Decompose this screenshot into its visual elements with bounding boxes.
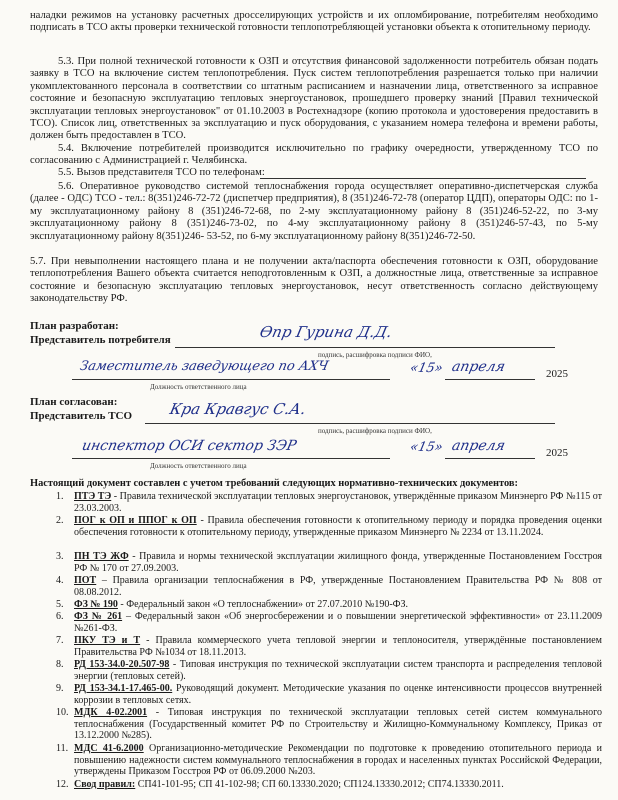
- doc-code: МДК 4-02.2001: [74, 707, 148, 718]
- doc-text: – Федеральный закон «Об энергосбережении и о повышении энергетической эффективности» от 23.11.2009 №261-ФЗ.: [74, 611, 603, 634]
- doc-text: - Типовая инструкция по технической эксплуатации тепловых сетей систем коммунального теплоснабжения (Государственный комитет РФ по Строительству и Жилищно-Коммунальному Комплексу, Приказ от 13.12.2000 №285).: [74, 707, 602, 742]
- consumer-signature: Ѳпр Гурина Д.Д.: [258, 323, 394, 341]
- tso-position-line: [72, 458, 390, 459]
- tso-signature-line: [145, 423, 555, 424]
- doc-code: ПКУ ТЭ и Т: [74, 635, 141, 646]
- plan-developed-title: План разработан:: [30, 320, 119, 332]
- consumer-rep-label: Представитель потребителя: [30, 334, 171, 346]
- doc-text: - Федеральный закон «О теплоснабжении» от 27.07.2010 №190-ФЗ.: [117, 599, 409, 610]
- consumer-month: апреля: [450, 359, 507, 375]
- doc-number: 9.: [56, 683, 64, 694]
- doc-number: 12.: [56, 779, 69, 790]
- signature-caption-2: подпись, расшифровка подписи ФИО,: [318, 427, 432, 435]
- doc-text: - Правила и нормы технической эксплуатации жилищного фонда, утвержденные Постановлением Госстроя РФ № 170 от 27.09.2003.: [74, 551, 602, 574]
- plan-agreed-title: План согласован:: [30, 396, 118, 408]
- consumer-day: «15»: [408, 361, 445, 376]
- doc-item: [56, 515, 603, 538]
- doc-number: 3.: [56, 551, 64, 562]
- doc-item: [56, 743, 602, 778]
- paragraph-5-5: 5.5. Вызов представителя ТСО по телефонам:: [58, 167, 265, 178]
- tso-signature: Кра Кравгус С.А.: [168, 400, 308, 418]
- consumer-month-line: [445, 379, 535, 380]
- position-caption-2: Должность ответственного лица: [150, 462, 247, 470]
- doc-item: [56, 707, 602, 742]
- doc-item: [56, 635, 602, 658]
- doc-number: 1.: [56, 491, 64, 502]
- doc-number: 7.: [56, 635, 64, 646]
- doc-number: 6.: [56, 611, 64, 622]
- consumer-signature-line: [175, 347, 555, 348]
- doc-number: 8.: [56, 659, 64, 670]
- doc-item: [56, 599, 602, 611]
- doc-text: СП41-101-95; СП 41-102-98; СП 60.13330.2020; СП124.13330.2012; СП74.13330.2011.: [135, 779, 504, 790]
- tso-month-line: [445, 458, 535, 459]
- doc-number: 10.: [56, 707, 69, 718]
- doc-number: 5.: [56, 599, 64, 610]
- position-caption: Должность ответственного лица: [150, 383, 247, 391]
- docs-heading: Настоящий документ составлен с учетом требований следующих нормативно-технических документов:: [30, 478, 518, 489]
- paragraph-5-6: 5.6. Оперативное руководство системой теплоснабжения города осуществляет оперативно-диспетчерская служба (далее - ОДС) ТСО - тел.: 8(351)246-72-72 (диспетчер предприятия), 8 (351)246-72-78 (оператор ЦДП), операторы ОДС: по 1-му эксплуатационному району 8 (351)246-72-68, по 2-му эксплуатационному району 8 (351)246-52-22, по 3-му эксплуатационному району 8 (351)246-73-02, по 4-му эксплуатационному району 8 (351)246-57-43, по 5-му эксплуатационному району 8(351)246- 53-52, по 6-му эксплуатационному району 8(351)246-72-50.: [30, 181, 598, 242]
- consumer-year: 2025: [546, 368, 568, 380]
- doc-number: 2.: [56, 515, 64, 526]
- doc-code: ФЗ № 261: [74, 611, 123, 622]
- doc-number: 11.: [56, 743, 69, 754]
- doc-code: ФЗ № 190: [74, 599, 118, 610]
- paragraph-5-3: 5.3. При полной технической готовности к ОЗП и отсутствия финансовой задолженности потребитель обязан подать заявку в ТСО на включение систем теплопотребления. Пуск систем теплопотребления разрешается только при наличии укомплектованного персонала в соответствии со штатным расписанием и назначении лица, ответственного за исправное состояние и безопасную эксплуатацию тепловых энергоустановок, прошедшего проверку знаний [Правил технической эксплуатации тепловых энергоустановок" от 01.10.2003 в Ростехнадзоре (копию протокола и удостоверения предоставить в ТСО). Список лиц, ответственных за эксплуатацию и пуск оборудования, с указанием номера телефона и времени работы, должен быть предоставлен в ТСО.: [30, 56, 598, 142]
- paragraph-top: наладки режимов на установку расчетных дросселирующих устройств и их опломбирование, потребителям необходимо подписать в ТСО акты проверки технической готовности теплопотребляющей установки объекта к отопительному периоду.: [30, 10, 598, 34]
- paragraph-5-7: 5.7. При невыполнении настоящего плана и не получении акта/паспорта обеспечения готовности к ОЗП, оборудование теплопотребления Вашего объекта считается неподготовленным к ОЗП, а должностные лица, ответственные за исправное состояние и безопасную эксплуатацию тепловых энергоустановок, несут ответственность согласно действующему законодательству РФ.: [30, 256, 598, 305]
- phone-line: [260, 178, 586, 179]
- doc-code: ПН ТЭ ЖФ: [74, 551, 129, 562]
- doc-text: - Правила коммерческого учета тепловой энергии и теплоносителя, утверждённые постановлением Правительства РФ №1034 от 18.11.2013.: [74, 635, 602, 658]
- doc-code: ПТЭ ТЭ: [74, 491, 112, 502]
- doc-code: МДС 41-6.2000: [74, 743, 144, 754]
- doc-number: 4.: [56, 575, 64, 586]
- tso-day: «15»: [408, 440, 445, 455]
- tso-month: апреля: [450, 438, 507, 454]
- tso-year: 2025: [546, 447, 568, 459]
- doc-text: – Правила организации теплоснабжения в РФ, утвержденные Постановлением Правительства РФ № 808 от 08.08.2012.: [74, 575, 602, 598]
- tso-rep-label: Представитель ТСО: [30, 410, 133, 422]
- doc-item: [56, 551, 602, 574]
- doc-item: [56, 611, 603, 634]
- signature-caption: подпись, расшифровка подписи ФИО,: [318, 351, 432, 359]
- doc-item: [56, 659, 602, 682]
- doc-item: [56, 491, 602, 514]
- paragraph-5-4: 5.4. Включение потребителей производится исключительно по графику очередности, утвержденному ТСО по согласованию с Администрацией г. Челябинска.: [30, 143, 598, 167]
- doc-text: - Правила обеспечения готовности к отопительному периоду и порядка проведения оценки обеспечения готовности к отопительному периоду, утвержденные приказом Минэнерго № 2234 от 13.11.2024.: [74, 515, 603, 538]
- tso-position: инспектор ОСИ сектор ЗЭР: [80, 438, 298, 454]
- doc-code: Свод правил:: [74, 779, 136, 790]
- doc-item: [56, 683, 602, 706]
- doc-text: Организационно-методические Рекомендации по подготовке к проведению отопительного периода и повышению надежности систем коммунального теплоснабжения в городах и населенных пунктах Российской Федерации, утверждены Приказом Госстроя РФ от 06.09.2000 №203.: [74, 743, 602, 778]
- doc-text: Руководящий документ. Методические указания по оценке интенсивности процессов внутренней коррозии в тепловых сетях.: [74, 683, 602, 706]
- doc-item: [56, 575, 602, 598]
- doc-text: - Типовая инструкция по технической эксплуатации систем транспорта и распределения тепловой энергии (тепловых сетей).: [74, 659, 602, 682]
- consumer-position-line: [72, 379, 390, 380]
- doc-text: - Правила технической эксплуатации тепловых энергоустановок, утверждённые приказом Минэнерго РФ №115 от 23.03.2003.: [74, 491, 602, 514]
- doc-item: [56, 779, 602, 791]
- doc-code: ПОГ к ОП и ППОГ к ОП: [74, 515, 197, 526]
- doc-code: РД 153-34.0-20.507-98: [74, 659, 170, 670]
- consumer-position: Заместитель заведующего по АХЧ: [78, 359, 330, 374]
- doc-code: ПОТ: [74, 575, 97, 586]
- doc-code: РД 153-34.1-17.465-00.: [74, 683, 173, 694]
